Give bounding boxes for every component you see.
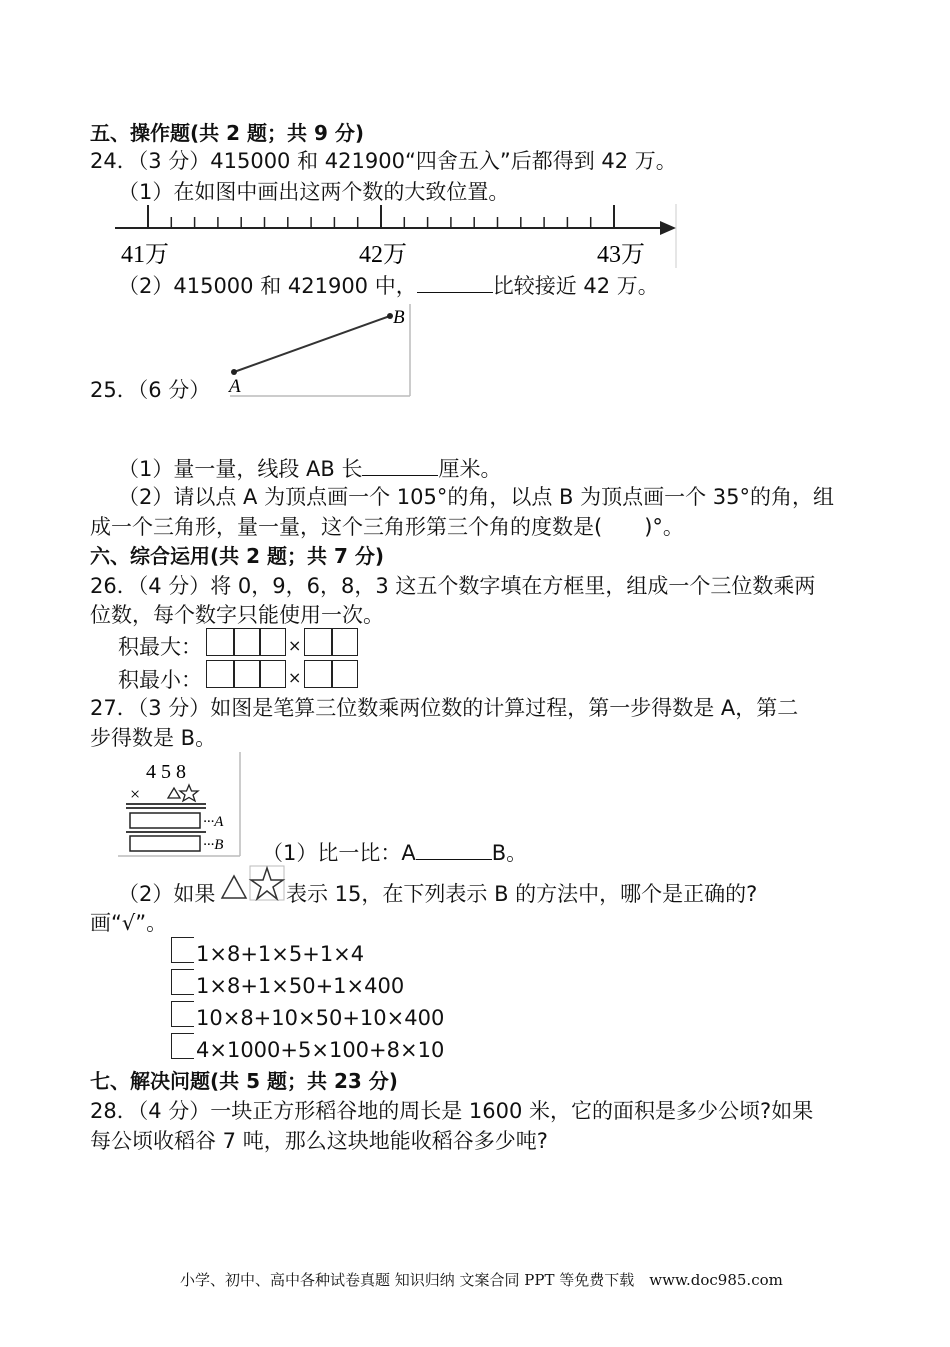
q27-part2-after: 表示 15，在下列表示 B 的方法中，哪个是正确的? — [286, 882, 758, 906]
q25-length-blank[interactable] — [362, 453, 438, 476]
q27-part2-before: （2）如果 — [118, 882, 216, 906]
number-line-ticks — [148, 205, 614, 228]
numberline-label-43: 43万 — [597, 242, 645, 268]
q26-line1: 26．（4 分）将 0，9，6，8，3 这五个数字填在方框里，组成一个三位数乘两 — [90, 574, 816, 598]
q27-compare-blank[interactable] — [416, 837, 492, 860]
fig-label-b: ···B — [203, 837, 224, 853]
q28-line2: 每公顷收稻谷 7 吨，那么这块地能收稻谷多少吨? — [90, 1129, 548, 1153]
q28-line1: 28．（4 分）一块正方形稻谷地的周长是 1600 米，它的面积是多少公顷?如果 — [90, 1099, 814, 1123]
q26-max-two-digit-boxes[interactable] — [304, 628, 358, 656]
q24-part2 — [118, 270, 659, 301]
point-a-label: A — [229, 376, 241, 397]
numberline-label-42: 42万 — [359, 242, 407, 268]
q27-part1-after: B。 — [491, 841, 528, 865]
q27-part1 — [262, 837, 527, 868]
footer-text: 小学、初中、高中各种试卷真题 知识归纳 文案合同 PPT 等免费下载 www.doc985.com — [180, 1271, 783, 1289]
q24-stem: 24．（3 分）415000 和 421900“四舍五入”后都得到 42 万。 — [90, 149, 677, 173]
q25-part2-line1: （2）请以点 A 为顶点画一个 105°的角，以点 B 为顶点画一个 35°的角，组 — [118, 485, 834, 509]
q25-part1-after: 厘米。 — [438, 457, 502, 481]
q25-stem: 25．（6 分） — [90, 378, 211, 402]
q26-max-three-digit-boxes[interactable] — [206, 628, 286, 656]
q25-part2-line2: 成一个三角形，量一量，这个三角形第三个角的度数是( )°。 — [90, 515, 684, 539]
option-4-text: 4×1000+5×100+8×10 — [196, 1038, 445, 1062]
section6-heading: 六、综合运用(共 2 题；共 7 分) — [90, 544, 384, 568]
q26-line2: 位数，每个数字只能使用一次。 — [90, 603, 384, 627]
q27-part1-before: （1）比一比：A — [262, 841, 416, 865]
option-3-checkbox[interactable] — [171, 1001, 194, 1027]
section5-heading: 五、操作题(共 2 题；共 9 分) — [90, 121, 364, 145]
point-a — [231, 369, 237, 375]
option-2-checkbox[interactable] — [171, 969, 194, 995]
option-4-checkbox[interactable] — [171, 1033, 194, 1059]
q27-line1: 27．（3 分）如图是笔算三位数乘两位数的计算过程，第一步得数是 A，第二 — [90, 696, 799, 720]
q26-max-label: 积最大： — [118, 635, 202, 659]
q27-part2-line2: 画“√”。 — [90, 911, 168, 935]
segment-ab-figure — [222, 302, 414, 400]
numberline-label-41: 41万 — [121, 242, 169, 268]
star-icon — [251, 868, 283, 899]
q26-min-label: 积最小： — [118, 668, 202, 692]
fig-box-b — [130, 836, 200, 851]
fig-number: 4 5 8 — [146, 761, 186, 783]
segment-ab — [234, 316, 390, 372]
number-line-figure — [112, 200, 682, 272]
option-1-text: 1×8+1×5+1×4 — [196, 942, 365, 966]
q24-part1: （1）在如图中画出这两个数的大致位置。 — [118, 180, 510, 204]
option-1-checkbox[interactable] — [171, 937, 194, 963]
q25-part1-before: （1）量一量，线段 AB 长 — [118, 457, 363, 481]
q27-line2: 步得数是 B。 — [90, 726, 217, 750]
q26-min-times: × — [288, 668, 302, 687]
star-icon — [180, 785, 198, 801]
triangle-star-symbols — [220, 864, 286, 906]
number-line-arrow — [660, 221, 676, 235]
point-b-label: B — [393, 307, 405, 328]
vertical-multiplication-figure — [118, 752, 244, 858]
q25-part1 — [118, 453, 501, 484]
section7-heading: 七、解决问题(共 5 题；共 23 分) — [90, 1069, 398, 1093]
fig-box-a — [130, 813, 200, 828]
q24-part2-after: 比较接近 42 万。 — [492, 274, 659, 298]
triangle-icon — [222, 876, 246, 898]
q26-min-two-digit-boxes[interactable] — [304, 660, 358, 688]
triangle-icon — [168, 788, 180, 798]
fig-label-a: ···A — [203, 814, 224, 830]
q26-max-times: × — [288, 636, 302, 655]
q24-answer-blank[interactable] — [417, 270, 493, 293]
fig-times: × — [130, 784, 141, 804]
option-3-text: 10×8+10×50+10×400 — [196, 1006, 445, 1030]
q26-min-three-digit-boxes[interactable] — [206, 660, 286, 688]
option-2-text: 1×8+1×50+1×400 — [196, 974, 405, 998]
q24-part2-before: （2）415000 和 421900 中， — [118, 274, 417, 298]
